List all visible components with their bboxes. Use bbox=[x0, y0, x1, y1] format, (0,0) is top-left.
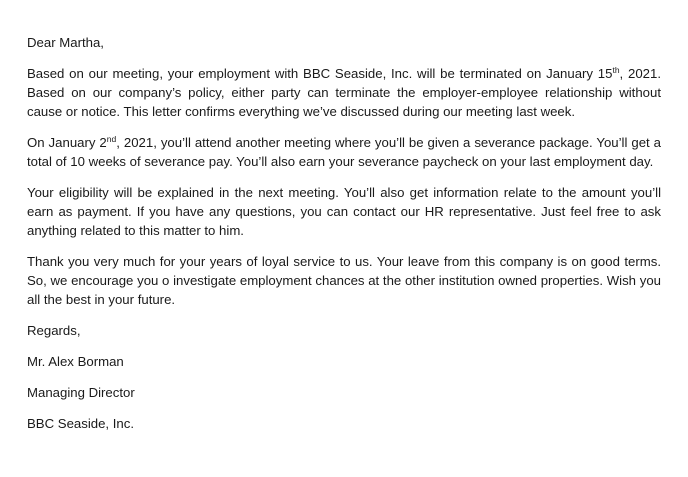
paragraph-severance bbox=[27, 133, 661, 171]
signer-company: BBC Seaside, Inc. bbox=[27, 416, 135, 431]
paragraph-text: On January 2 bbox=[27, 135, 107, 150]
paragraph-text: Based on our meeting, your employment with BBC Seaside, Inc. will be terminated on January 15 bbox=[27, 66, 613, 81]
closing: Regards, bbox=[27, 323, 81, 338]
ordinal-suffix: th bbox=[612, 65, 620, 75]
paragraph-text: , 2021, you’ll attend another meeting where you’ll be given a severance package. You’ll get a total of 10 weeks of severance pay. You’ll also earn your severance paycheck on your last employment day. bbox=[27, 135, 661, 169]
paragraph-termination-notice bbox=[27, 64, 661, 121]
paragraph-text: , 2021. Based on our company’s policy, either party can terminate the employer-employee relationship without cause or notice. This letter confirms everything we’ve discussed during our meeting last week. bbox=[27, 66, 661, 119]
paragraph-thanks: Thank you very much for your years of loyal service to us. Your leave from this company is on good terms. So, we encourage you o investigate employment chances at the other institution owned properties. Wish you all the best in your future. bbox=[27, 254, 661, 307]
paragraph-eligibility: Your eligibility will be explained in the next meeting. You’ll also get information relate to the amount you’ll earn as payment. If you have any questions, you can contact our HR representative. Just feel free to ask anything related to this matter to him. bbox=[27, 185, 661, 238]
signer-name: Mr. Alex Borman bbox=[27, 354, 124, 369]
ordinal-suffix: nd bbox=[106, 134, 117, 144]
letter-body bbox=[27, 33, 661, 445]
signer-title: Managing Director bbox=[27, 385, 135, 400]
salutation: Dear Martha, bbox=[27, 35, 104, 50]
